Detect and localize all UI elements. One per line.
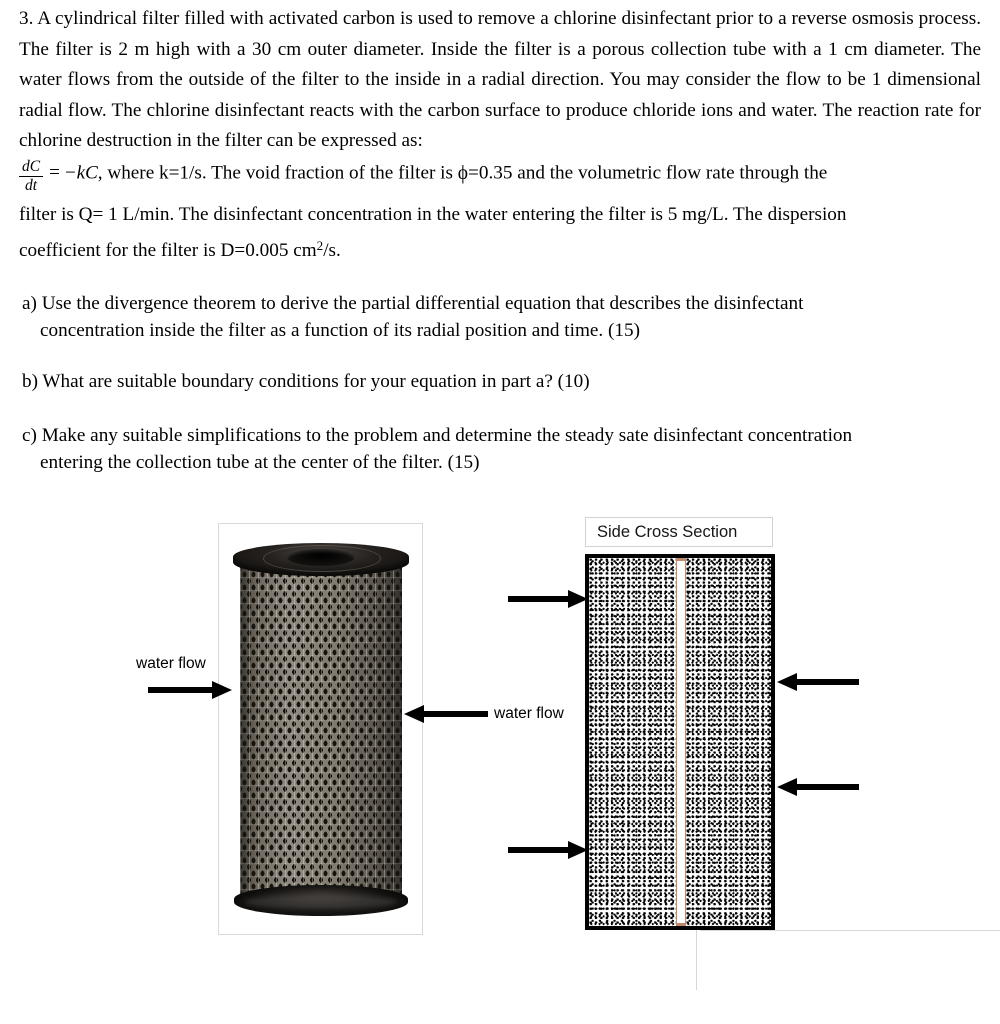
cartridge-mesh-overlay — [240, 555, 402, 903]
packed-carbon-bed-left — [589, 558, 676, 926]
paragraph-2-segment-b: =0.35 and the volumetric flow rate through the — [468, 162, 828, 184]
arrow-cross-right-lower — [777, 777, 859, 797]
collection-tube-bottom-cap — [676, 923, 686, 926]
arrow-left-into-photo — [148, 680, 232, 700]
arrow-right-into-photo — [404, 704, 488, 724]
equation-right-hand-side: −kC — [63, 162, 98, 184]
fraction-numerator: dC — [22, 157, 41, 175]
part-a — [22, 290, 962, 344]
dispersion-coefficient-text: coefficient for the filter is D=0.005 cm — [19, 239, 317, 261]
collection-tube-top-cap — [676, 558, 686, 561]
packed-carbon-bed-right — [686, 558, 771, 926]
side-cross-section-label: Side Cross Section — [597, 522, 738, 541]
porous-collection-tube — [676, 558, 686, 926]
part-c-line-1: c) Make any suitable simplifications to the problem and determine the steady sate disinfectant concentration — [22, 425, 853, 446]
cartridge-bottom-highlight — [245, 895, 397, 909]
guide-line-vertical — [696, 930, 697, 990]
part-b-line-1: b) What are suitable boundary conditions for your equation in part a? (10) — [22, 371, 590, 392]
equation-equals-sign: = — [49, 162, 60, 184]
part-a-line-1: a) Use the divergence theorem to derive the partial differential equation that describes the disinfectant — [22, 293, 804, 314]
arrow-cross-right-upper — [777, 672, 859, 692]
cartridge-illustration — [233, 533, 409, 925]
derivative-fraction — [19, 159, 43, 195]
water-flow-label-left: water flow — [136, 655, 206, 672]
problem-paragraph-4 — [19, 231, 981, 266]
cartridge-center-hole — [287, 549, 355, 566]
water-flow-label-right: water flow — [494, 705, 564, 722]
problem-paragraph-2 — [19, 157, 981, 193]
cartridge-mesh-body — [240, 555, 402, 903]
part-c-line-2: entering the collection tube at the center of the filter. (15) — [40, 452, 480, 473]
paragraph-2-segment-a: , where k=1/s. The void fraction of the filter is — [97, 162, 458, 184]
side-cross-section-caption — [585, 517, 773, 547]
phi-symbol: ϕ — [457, 163, 469, 185]
side-cross-section-diagram — [585, 554, 775, 930]
part-c — [22, 422, 962, 476]
arrow-cross-left-lower — [508, 840, 588, 860]
fraction-denominator: dt — [19, 176, 43, 194]
part-b — [22, 368, 962, 395]
dispersion-units-suffix: /s. — [323, 239, 341, 261]
problem-statement — [19, 4, 981, 266]
problem-paragraph-1: 3. A cylindrical filter filled with activated carbon is used to remove a chlorine disinfectant prior to a reverse osmosis process. The filter is 2 m high with a 30 cm outer diameter. Inside the filter is a porous collection tube with a 1 cm diameter. The water flows from the outside of the filter to the inside in a radial direction. You may consider the flow to be 1 dimensional radial flow. The chlorine disinfectant reacts with the carbon surface to produce chloride ions and water. The reaction rate for chlorine destruction in the filter can be expressed as: — [19, 8, 981, 151]
guide-line-horizontal — [700, 930, 1000, 931]
arrow-cross-left-upper — [508, 589, 588, 609]
part-a-line-2: concentration inside the filter as a function of its radial position and time. (15) — [40, 320, 640, 341]
unit-exponent: 2 — [316, 237, 324, 253]
filter-cartridge-photo — [218, 523, 423, 935]
cartridge-top-cap — [233, 543, 409, 576]
problem-paragraph-3: filter is Q= 1 L/min. The disinfectant concentration in the water entering the filter is 5 mg/L. The dispersion — [19, 204, 847, 226]
